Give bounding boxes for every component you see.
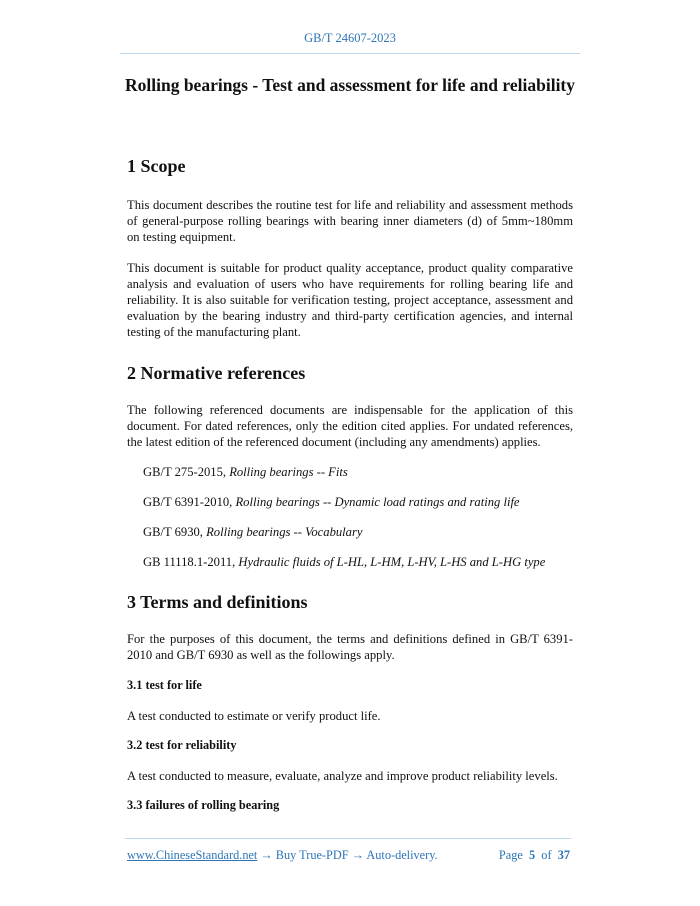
normative-paragraph: The following referenced documents are indispensable for the application of this document. For dated references, only the edition cited applies. For undated references, the latest edition of the referenced document (including any amendments) applies. <box>127 403 573 449</box>
reference-title: Rolling bearings -- Vocabulary <box>206 525 363 539</box>
footer-delivery-text: Auto-delivery. <box>366 848 438 862</box>
reference-code: GB/T 6391-2010, <box>143 495 236 509</box>
footer-link[interactable]: www.ChineseStandard.net <box>127 848 258 862</box>
footer-buy-text: Buy True-PDF <box>275 848 349 862</box>
section-heading-terms: 3 Terms and definitions <box>127 592 308 612</box>
term-definition: A test conducted to estimate or verify product life. <box>127 709 381 723</box>
arrow-right-icon: → <box>260 848 273 862</box>
total-pages: 37 <box>557 848 570 862</box>
header-doc-id: GB/T 24607-2023 <box>304 31 396 45</box>
reference-code: GB/T 6930, <box>143 525 207 539</box>
reference-item <box>143 555 545 570</box>
section-heading-normative: 2 Normative references <box>127 363 306 383</box>
page-number <box>499 848 570 863</box>
page-label: Page <box>498 848 523 862</box>
reference-code: GB/T 275-2015, <box>143 465 230 479</box>
footer-promo <box>127 848 438 863</box>
term-heading: 3.2 test for reliability <box>127 738 237 752</box>
footer-divider <box>125 838 571 839</box>
reference-code: GB 11118.1-2011, <box>143 555 239 569</box>
reference-item <box>143 495 520 510</box>
term-definition: A test conducted to measure, evaluate, analyze and improve product reliability levels. <box>127 769 558 783</box>
current-page: 5 <box>528 848 536 862</box>
reference-item <box>143 525 362 540</box>
of-label: of <box>541 848 552 862</box>
terms-paragraph: For the purposes of this document, the terms and definitions defined in GB/T 6391-2010 and GB/T 6930 as well as the followings apply. <box>127 632 573 662</box>
scope-paragraph-1: This document describes the routine test for life and reliability and assessment methods of general-purpose rolling bearings with bearing inner diameters (d) of 5mm~180mm on testing equipment. <box>127 198 573 244</box>
term-heading: 3.1 test for life <box>127 678 202 692</box>
section-heading-scope: 1 Scope <box>127 156 186 176</box>
term-heading: 3.3 failures of rolling bearing <box>127 798 280 812</box>
document-title: Rolling bearings - Test and assessment for life and reliability <box>124 75 576 95</box>
reference-title: Rolling bearings -- Dynamic load ratings and rating life <box>235 495 520 509</box>
reference-title: Rolling bearings -- Fits <box>229 465 348 479</box>
header-divider <box>120 53 580 54</box>
reference-item <box>143 465 348 480</box>
reference-title: Hydraulic fluids of L-HL, L-HM, L-HV, L-HS and L-HG type <box>238 555 546 569</box>
scope-paragraph-2: This document is suitable for product quality acceptance, product quality comparative analysis and evaluation of users who have requirements for rolling bearing life and reliability. It is also suitable for verification testing, project acceptance, assessment and evaluation by the bearing industry and third-party certification agencies, and internal testing of the manufacturing plant. <box>127 261 573 339</box>
arrow-right-icon: → <box>351 848 364 862</box>
